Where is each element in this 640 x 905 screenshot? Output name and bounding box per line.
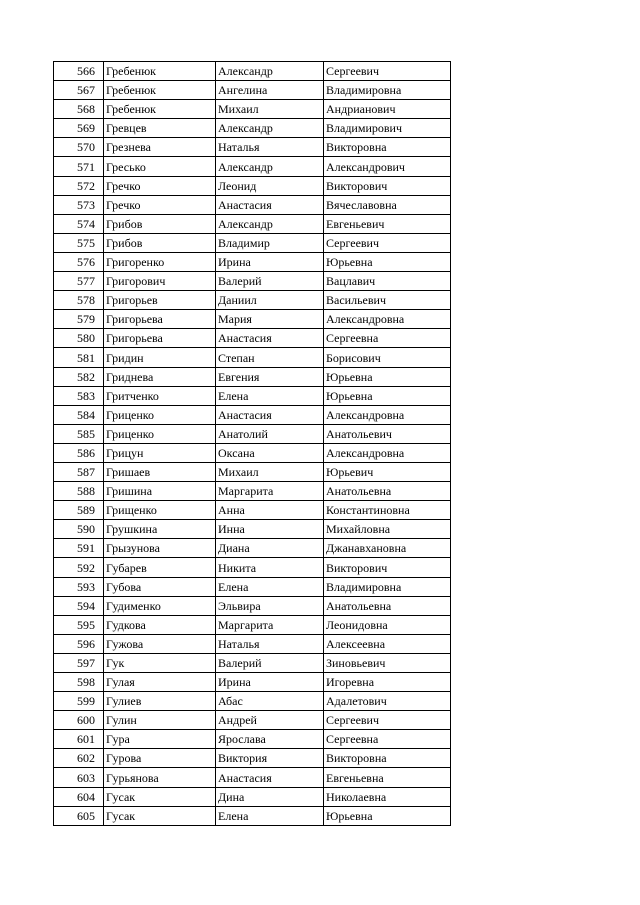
patronymic-cell: Юрьевна [324,386,451,405]
first-name-cell: Александр [216,214,324,233]
row-number-cell: 569 [54,119,104,138]
row-number-cell: 573 [54,195,104,214]
patronymic-cell: Алексеевна [324,634,451,653]
first-name-cell: Андрей [216,711,324,730]
table-row [54,596,451,615]
table-row [54,119,451,138]
row-number-cell: 577 [54,272,104,291]
first-name-cell: Ирина [216,673,324,692]
patronymic-cell: Александровна [324,405,451,424]
patronymic-cell: Борисович [324,348,451,367]
first-name-cell: Валерий [216,653,324,672]
patronymic-cell: Юрьевна [324,367,451,386]
first-name-cell: Александр [216,62,324,81]
row-number-cell: 579 [54,310,104,329]
patronymic-cell: Сергеевна [324,730,451,749]
first-name-cell: Елена [216,806,324,825]
table-row [54,443,451,462]
first-name-cell: Анастасия [216,768,324,787]
last-name-cell: Гребенюк [104,100,216,119]
row-number-cell: 601 [54,730,104,749]
table-row [54,482,451,501]
table-row [54,272,451,291]
last-name-cell: Грицун [104,443,216,462]
last-name-cell: Гриценко [104,405,216,424]
patronymic-cell: Вячеславовна [324,195,451,214]
row-number-cell: 576 [54,252,104,271]
row-number-cell: 587 [54,462,104,481]
first-name-cell: Александр [216,157,324,176]
first-name-cell: Оксана [216,443,324,462]
table-row [54,405,451,424]
table-row [54,195,451,214]
table-row [54,62,451,81]
row-number-cell: 572 [54,176,104,195]
last-name-cell: Гречко [104,176,216,195]
table-row [54,214,451,233]
first-name-cell: Наталья [216,634,324,653]
row-number-cell: 603 [54,768,104,787]
patronymic-cell: Анатольевич [324,424,451,443]
last-name-cell: Гречко [104,195,216,214]
first-name-cell: Леонид [216,176,324,195]
row-number-cell: 592 [54,558,104,577]
row-number-cell: 582 [54,367,104,386]
first-name-cell: Александр [216,119,324,138]
table-row [54,386,451,405]
last-name-cell: Грибов [104,233,216,252]
patronymic-cell: Викторович [324,558,451,577]
patronymic-cell: Сергеевич [324,711,451,730]
first-name-cell: Ирина [216,252,324,271]
last-name-cell: Григорьев [104,291,216,310]
first-name-cell: Анатолий [216,424,324,443]
table-row [54,100,451,119]
row-number-cell: 589 [54,501,104,520]
patronymic-cell: Александрович [324,157,451,176]
patronymic-cell: Адалетович [324,692,451,711]
row-number-cell: 593 [54,577,104,596]
row-number-cell: 571 [54,157,104,176]
patronymic-cell: Владимировна [324,81,451,100]
row-number-cell: 600 [54,711,104,730]
first-name-cell: Елена [216,577,324,596]
last-name-cell: Гришаев [104,462,216,481]
first-name-cell: Евгения [216,367,324,386]
table-row [54,462,451,481]
patronymic-cell: Александровна [324,310,451,329]
row-number-cell: 605 [54,806,104,825]
table-row [54,138,451,157]
last-name-cell: Гритченко [104,386,216,405]
first-name-cell: Анастасия [216,195,324,214]
last-name-cell: Губова [104,577,216,596]
table-row [54,615,451,634]
patronymic-cell: Александровна [324,443,451,462]
row-number-cell: 567 [54,81,104,100]
first-name-cell: Мария [216,310,324,329]
first-name-cell: Степан [216,348,324,367]
patronymic-cell: Евгеньевна [324,768,451,787]
last-name-cell: Гриценко [104,424,216,443]
last-name-cell: Гриднева [104,367,216,386]
row-number-cell: 590 [54,520,104,539]
row-number-cell: 583 [54,386,104,405]
patronymic-cell: Джанавхановна [324,539,451,558]
first-name-cell: Михаил [216,462,324,481]
last-name-cell: Грезнева [104,138,216,157]
table-row [54,673,451,692]
last-name-cell: Гурова [104,749,216,768]
last-name-cell: Гусак [104,806,216,825]
patronymic-cell: Сергеевич [324,62,451,81]
table-row [54,539,451,558]
patronymic-cell: Вацлавич [324,272,451,291]
table-row [54,310,451,329]
row-number-cell: 604 [54,787,104,806]
last-name-cell: Григорьева [104,329,216,348]
last-name-cell: Грызунова [104,539,216,558]
table-row [54,787,451,806]
patronymic-cell: Зиновьевич [324,653,451,672]
patronymic-cell: Игоревна [324,673,451,692]
first-name-cell: Диана [216,539,324,558]
patronymic-cell: Евгеньевич [324,214,451,233]
row-number-cell: 578 [54,291,104,310]
row-number-cell: 585 [54,424,104,443]
first-name-cell: Владимир [216,233,324,252]
roster-table [53,61,451,826]
roster-table-body [54,62,451,826]
patronymic-cell: Юрьевич [324,462,451,481]
first-name-cell: Елена [216,386,324,405]
patronymic-cell: Владимирович [324,119,451,138]
first-name-cell: Наталья [216,138,324,157]
table-row [54,424,451,443]
patronymic-cell: Васильевич [324,291,451,310]
table-row [54,157,451,176]
row-number-cell: 580 [54,329,104,348]
first-name-cell: Инна [216,520,324,539]
first-name-cell: Анастасия [216,405,324,424]
row-number-cell: 598 [54,673,104,692]
first-name-cell: Абас [216,692,324,711]
first-name-cell: Виктория [216,749,324,768]
table-row [54,768,451,787]
first-name-cell: Никита [216,558,324,577]
last-name-cell: Григорович [104,272,216,291]
row-number-cell: 594 [54,596,104,615]
patronymic-cell: Викторовна [324,138,451,157]
last-name-cell: Гребенюк [104,81,216,100]
row-number-cell: 591 [54,539,104,558]
patronymic-cell: Леонидовна [324,615,451,634]
table-row [54,501,451,520]
table-row [54,291,451,310]
patronymic-cell: Владимировна [324,577,451,596]
patronymic-cell: Константиновна [324,501,451,520]
table-row [54,692,451,711]
last-name-cell: Гридин [104,348,216,367]
first-name-cell: Анна [216,501,324,520]
table-row [54,634,451,653]
row-number-cell: 595 [54,615,104,634]
row-number-cell: 566 [54,62,104,81]
patronymic-cell: Анатольевна [324,596,451,615]
table-row [54,233,451,252]
last-name-cell: Гулая [104,673,216,692]
table-row [54,81,451,100]
row-number-cell: 602 [54,749,104,768]
row-number-cell: 596 [54,634,104,653]
patronymic-cell: Юрьевна [324,252,451,271]
table-row [54,367,451,386]
first-name-cell: Дина [216,787,324,806]
last-name-cell: Гусак [104,787,216,806]
last-name-cell: Грищенко [104,501,216,520]
last-name-cell: Гревцев [104,119,216,138]
table-row [54,711,451,730]
last-name-cell: Григоренко [104,252,216,271]
table-row [54,329,451,348]
first-name-cell: Эльвира [216,596,324,615]
table-row [54,252,451,271]
last-name-cell: Гурьянова [104,768,216,787]
last-name-cell: Грушкина [104,520,216,539]
table-row [54,806,451,825]
last-name-cell: Гришина [104,482,216,501]
table-row [54,520,451,539]
row-number-cell: 574 [54,214,104,233]
table-row [54,730,451,749]
first-name-cell: Даниил [216,291,324,310]
last-name-cell: Гужова [104,634,216,653]
table-row [54,577,451,596]
table-row [54,348,451,367]
table-row [54,176,451,195]
row-number-cell: 570 [54,138,104,157]
table-row [54,653,451,672]
last-name-cell: Грибов [104,214,216,233]
last-name-cell: Григорьева [104,310,216,329]
first-name-cell: Ярослава [216,730,324,749]
patronymic-cell: Сергеевна [324,329,451,348]
row-number-cell: 599 [54,692,104,711]
row-number-cell: 597 [54,653,104,672]
patronymic-cell: Андрианович [324,100,451,119]
last-name-cell: Гудименко [104,596,216,615]
table-row [54,558,451,577]
row-number-cell: 586 [54,443,104,462]
first-name-cell: Анастасия [216,329,324,348]
last-name-cell: Гук [104,653,216,672]
patronymic-cell: Викторович [324,176,451,195]
first-name-cell: Валерий [216,272,324,291]
last-name-cell: Гресько [104,157,216,176]
patronymic-cell: Викторовна [324,749,451,768]
last-name-cell: Губарев [104,558,216,577]
patronymic-cell: Михайловна [324,520,451,539]
row-number-cell: 584 [54,405,104,424]
first-name-cell: Маргарита [216,615,324,634]
patronymic-cell: Юрьевна [324,806,451,825]
patronymic-cell: Сергеевич [324,233,451,252]
patronymic-cell: Анатольевна [324,482,451,501]
row-number-cell: 588 [54,482,104,501]
first-name-cell: Маргарита [216,482,324,501]
last-name-cell: Гура [104,730,216,749]
row-number-cell: 568 [54,100,104,119]
first-name-cell: Ангелина [216,81,324,100]
row-number-cell: 581 [54,348,104,367]
first-name-cell: Михаил [216,100,324,119]
last-name-cell: Гулин [104,711,216,730]
last-name-cell: Гудкова [104,615,216,634]
last-name-cell: Гулиев [104,692,216,711]
last-name-cell: Гребенюк [104,62,216,81]
patronymic-cell: Николаевна [324,787,451,806]
row-number-cell: 575 [54,233,104,252]
table-row [54,749,451,768]
